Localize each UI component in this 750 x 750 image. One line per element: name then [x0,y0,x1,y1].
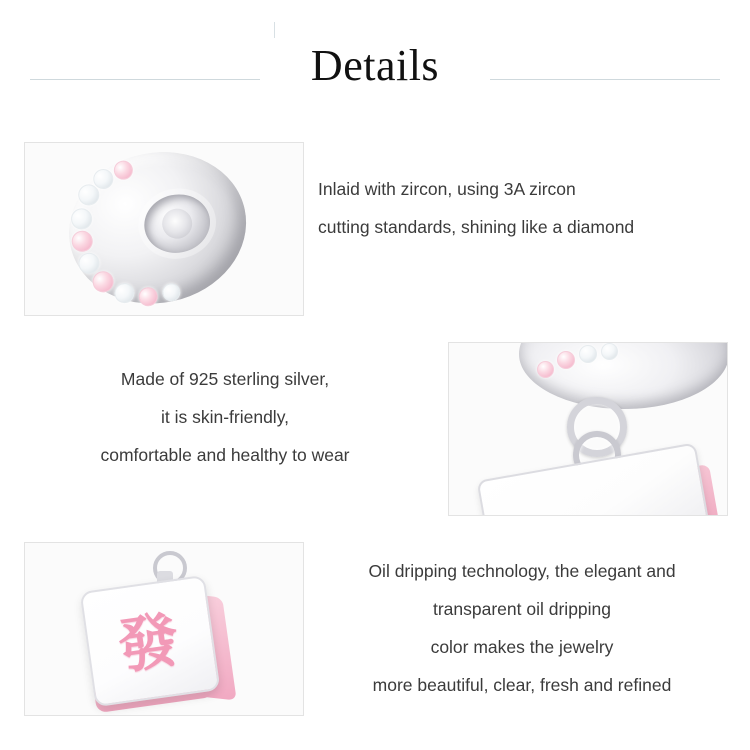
caption-line: Oil dripping technology, the elegant and [368,561,676,581]
caption-sterling-silver [20,360,430,474]
zircon-stone-pink [557,351,575,369]
caption-line: Inlaid with zircon, using 3A zircon [318,179,576,199]
caption-line: color makes the jewelry [430,637,614,657]
product-photo-zircon [24,142,304,316]
caption-line: more beautiful, clear, fresh and refined [372,675,672,695]
product-photo-enamel [24,542,304,716]
caption-line: comfortable and healthy to wear [100,445,350,465]
caption-oil-dripping [312,552,732,704]
tile-character-glyph: 發 [114,605,184,683]
page-title: Details [310,41,440,90]
caption-zircon [318,170,736,246]
zircon-stone-clear [601,343,618,360]
bead-illustration [55,142,273,316]
zircon-stone-clear [579,345,597,363]
bead-hole-inner [159,206,195,242]
caption-line: transparent oil dripping [432,599,612,619]
page-header [0,22,750,92]
caption-line: cutting standards, shining like a diamond [318,217,635,237]
product-photo-silver [448,342,728,516]
caption-line: it is skin-friendly, [160,407,290,427]
caption-line: Made of 925 sterling silver, [120,369,330,389]
zircon-stone-pink [537,361,554,378]
